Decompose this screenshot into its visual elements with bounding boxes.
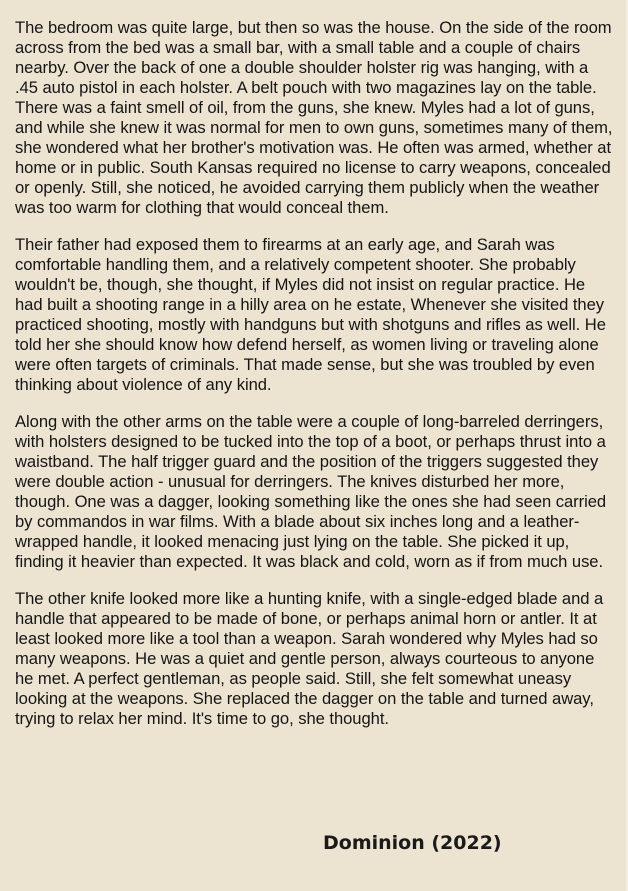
body-text: [15, 18, 615, 746]
paragraph-4: The other knife looked more like a hunting knife, with a single-edged blade and a handle that appeared to be made of bone, or perhaps animal horn or antler. It at least looked more like a tool than a weapon. Sarah wondered why Myles had so many weapons. He was a quiet and gentle person, always courteous to anyone he met. A perfect gentleman, as people said. Still, she felt somewhat uneasy looking at the weapons. She replaced the dagger on the table and turned away, trying to relax her mind. It's time to go, she thought.: [15, 589, 604, 728]
paragraph-2: Their father had exposed them to firearms at an early age, and Sarah was comfortable handling them, and a relatively competent shooter. She probably wouldn't be, though, she thought, if Myles did not insist on regular practice. He had built a shooting range in a hilly area on he estate, Whenever she visited they practiced shooting, mostly with handguns but with shotguns and rifles as well. He told her she should know how defend herself, as women living or traveling alone were often targets of criminals. That made sense, but she was troubled by even thinking about violence of any kind.: [15, 235, 606, 394]
paragraph-1: The bedroom was quite large, but then so was the house. On the side of the room across from the bed was a small bar, with a small table and a couple of chairs nearby. Over the back of one a double shoulder holster rig was hanging, with a .45 auto pistol in each holster. A belt pouch with two magazines lay on the table. There was a faint smell of oil, from the guns, she knew. Myles had a lot of guns, and while she knew it was normal for men to own guns, sometimes many of them, she wondered what her brother's motivation was. He often was armed, whether at home or in public. South Kansas required no license to carry weapons, concealed or openly. Still, she noticed, he avoided carrying them publicly when the weather was too warm for clothing that would conceal them.: [15, 18, 613, 217]
paragraph-3: Along with the other arms on the table were a couple of long-barreled derringers, with holsters designed to be tucked into the top of a boot, or perhaps thrust into a waistband. The half trigger guard and the position of the triggers suggested they were double action - unusual for derringers. The knives disturbed her more, though. One was a dagger, looking something like the ones she had seen carried by commandos in war films. With a blade about six inches long and a leather-wrapped handle, it looked menacing just lying on the table. She picked it up, finding it heavier than expected. It was black and cold, worn as if from much use.: [15, 412, 607, 571]
book-title: Dominion (2022): [323, 832, 502, 854]
